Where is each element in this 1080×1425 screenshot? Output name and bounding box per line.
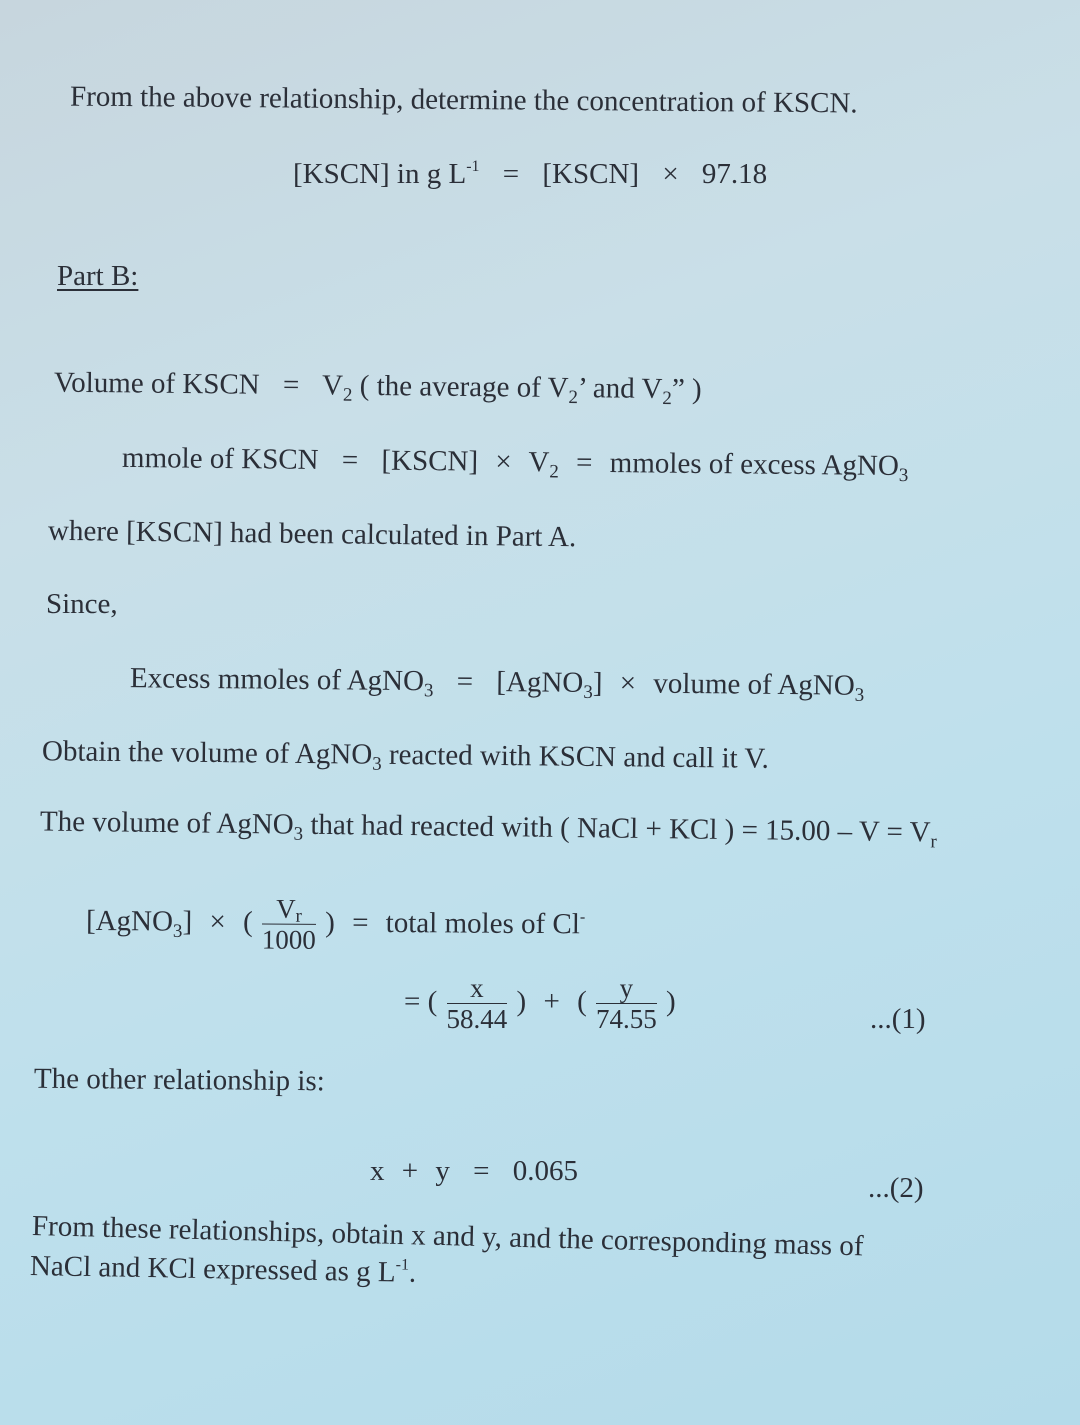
mmole-v-sub: 2 [549, 461, 559, 483]
final-and: and [432, 1219, 476, 1253]
obtain-pre: Obtain the volume of AgNO [41, 735, 373, 771]
equation-2 [370, 1157, 578, 1186]
obtain-sub: 3 [372, 753, 382, 775]
excess-conc-sub: 3 [583, 681, 593, 704]
reacted-sub: 3 [293, 823, 304, 845]
equation-kscn-conc [293, 160, 767, 189]
vol-label: Volume of KSCN [53, 366, 260, 401]
vol-v1: V [547, 371, 569, 404]
other-relationship-text: The other relationship is: [33, 1062, 325, 1098]
final-period: . [408, 1256, 417, 1289]
fraction-x [447, 975, 508, 1033]
eq2-y: y [435, 1155, 450, 1187]
total-rhs-sup: - [579, 908, 586, 926]
excess-line [129, 662, 865, 706]
reacted-line [39, 805, 937, 853]
final-line2-pre: NaCl and KCl expressed as [29, 1250, 350, 1288]
eq1-plus: + [543, 985, 560, 1018]
total-close: ) [325, 906, 336, 939]
frac-den: 1000 [261, 924, 316, 955]
excess-conc-close: ] [592, 667, 603, 700]
eq2-eq: = [473, 1155, 490, 1187]
vol-v2: V [641, 372, 663, 405]
vol-paren: ( the average of [359, 369, 542, 404]
mmole-eq: = [341, 444, 359, 477]
final-line-2 [30, 1252, 417, 1288]
total-eq: = [352, 906, 369, 939]
frac-x-den: 58.44 [446, 1004, 508, 1034]
vol-v2-mark: ” ) [671, 373, 702, 406]
volume-line [53, 366, 702, 410]
excess-rhs-sub: 3 [854, 684, 865, 706]
final-x: x [410, 1219, 427, 1252]
fraction-vr-1000 [262, 895, 316, 953]
mmole-label: mmole of KSCN [121, 441, 319, 476]
excess-conc: [AgNO [496, 665, 584, 699]
eq2-val: 0.065 [512, 1155, 578, 1187]
mmole-eq2: = [575, 446, 593, 479]
frac-num: V [276, 893, 296, 924]
eq-lhs: [KSCN] in g L [293, 158, 467, 190]
equation-1-tag: ...(1) [870, 1003, 926, 1035]
obtain-line [42, 737, 769, 774]
mmole-rhs-sub: 3 [898, 465, 909, 487]
total-conc-close: ] [182, 905, 193, 938]
total-moles-line [86, 894, 586, 955]
eq-rhs: [KSCN] [542, 158, 640, 190]
eq2-x: x [370, 1155, 385, 1187]
mmole-times: × [495, 445, 512, 478]
reacted-post: that had reacted with ( NaCl + KCl ) = 15.00 – V = V [310, 808, 931, 849]
vol-v1-mark: ’ [577, 372, 586, 405]
vol-v-sub: 2 [342, 384, 353, 406]
obtain-post: reacted with KSCN and call it V. [388, 738, 770, 775]
eq1-open2: ( [577, 985, 587, 1018]
where-text: where [KSCN] had been calculated in Part A. [47, 514, 577, 554]
eq-sign: = [502, 158, 520, 190]
excess-rhs: volume of AgNO [653, 667, 855, 702]
excess-times: × [619, 667, 637, 700]
since-text: Since, [46, 588, 118, 620]
vol-v2-sub: 2 [662, 387, 672, 410]
total-times: × [209, 905, 226, 938]
eq1-close2: ) [665, 985, 676, 1018]
final-unit-sup: -1 [395, 1256, 410, 1274]
total-rhs: total moles of Cl [385, 907, 580, 941]
final-post: , and the corresponding mass of [494, 1221, 864, 1263]
reacted-pre: The volume of AgNO [39, 805, 294, 841]
reacted-end-sub: r [930, 831, 937, 853]
mmole-v: V [528, 446, 550, 479]
intro-text: From the above relationship, determine the concentration of KSCN. [69, 80, 858, 120]
fraction-y [596, 975, 657, 1033]
eq1-close1: ) [516, 985, 527, 1018]
final-pre: From these relationships, obtain [31, 1210, 405, 1252]
vol-v: V [321, 369, 344, 402]
eq-factor: 97.18 [701, 158, 768, 190]
vol-eq: = [282, 369, 300, 402]
vol-v1-sub: 2 [568, 386, 579, 409]
total-conc-sub: 3 [172, 920, 183, 942]
frac-x-num: x [447, 975, 508, 1004]
eq1-open1: ( [427, 985, 438, 1018]
equation-1 [404, 975, 676, 1033]
vol-and: and [592, 372, 635, 405]
final-unit: g L [355, 1255, 396, 1289]
total-conc: [AgNO [85, 904, 174, 938]
excess-eq: = [456, 665, 474, 698]
final-y: y [481, 1221, 496, 1254]
excess-label: Excess mmoles of AgNO [129, 662, 425, 698]
frac-y-den: 74.55 [595, 1004, 657, 1034]
frac-y-num: y [596, 975, 657, 1004]
mmole-rhs: mmoles of excess AgNO [609, 446, 900, 483]
frac-num-sub: r [295, 905, 302, 927]
mmole-conc: [KSCN] [381, 444, 479, 478]
part-b-heading: Part B: [57, 260, 139, 292]
times-sign: × [662, 158, 679, 190]
eq1-eq: = [404, 985, 421, 1018]
mmole-line [121, 441, 909, 487]
total-open: ( [242, 906, 253, 939]
eq2-plus: + [401, 1155, 419, 1187]
excess-label-sub: 3 [423, 680, 434, 702]
equation-2-tag: ...(2) [868, 1172, 924, 1204]
eq-lhs-sup: -1 [466, 158, 480, 175]
